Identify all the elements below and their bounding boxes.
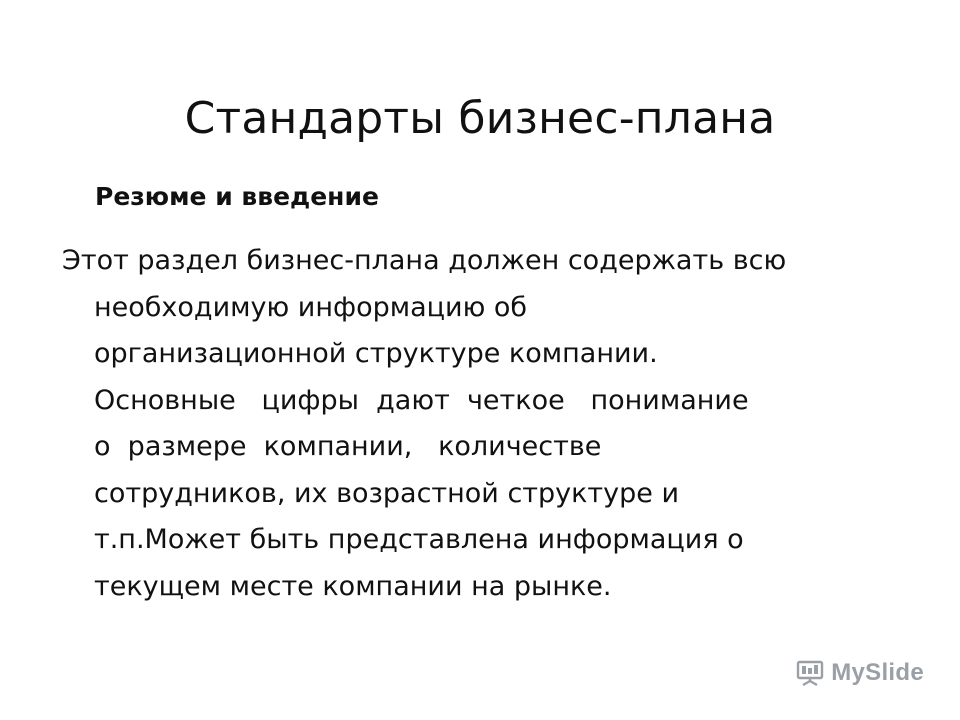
paragraph-line: т.п.Может быть представлена информация о <box>94 524 744 555</box>
watermark-logo <box>795 658 924 688</box>
paragraph-line: Этот раздел бизнес-плана должен содержать всю <box>62 245 787 276</box>
paragraph-line: необходимую информацию об <box>94 291 528 323</box>
watermark-text: MySlide <box>831 659 924 686</box>
paragraph-line: Основные цифры дают четкое понимание <box>94 384 749 416</box>
presentation-board-icon <box>795 658 825 688</box>
slide-title: Стандарты бизнес-плана <box>184 93 776 145</box>
paragraph-line: сотрудников, их возрастной структуре и <box>94 477 680 509</box>
paragraph-line: о размере компании, количестве <box>94 431 602 462</box>
body-paragraph <box>62 238 922 610</box>
section-subheading: Резюме и введение <box>95 182 379 211</box>
paragraph-line: текущем месте компании на рынке. <box>94 570 612 602</box>
paragraph-line: организационной структуре компании. <box>94 338 658 369</box>
